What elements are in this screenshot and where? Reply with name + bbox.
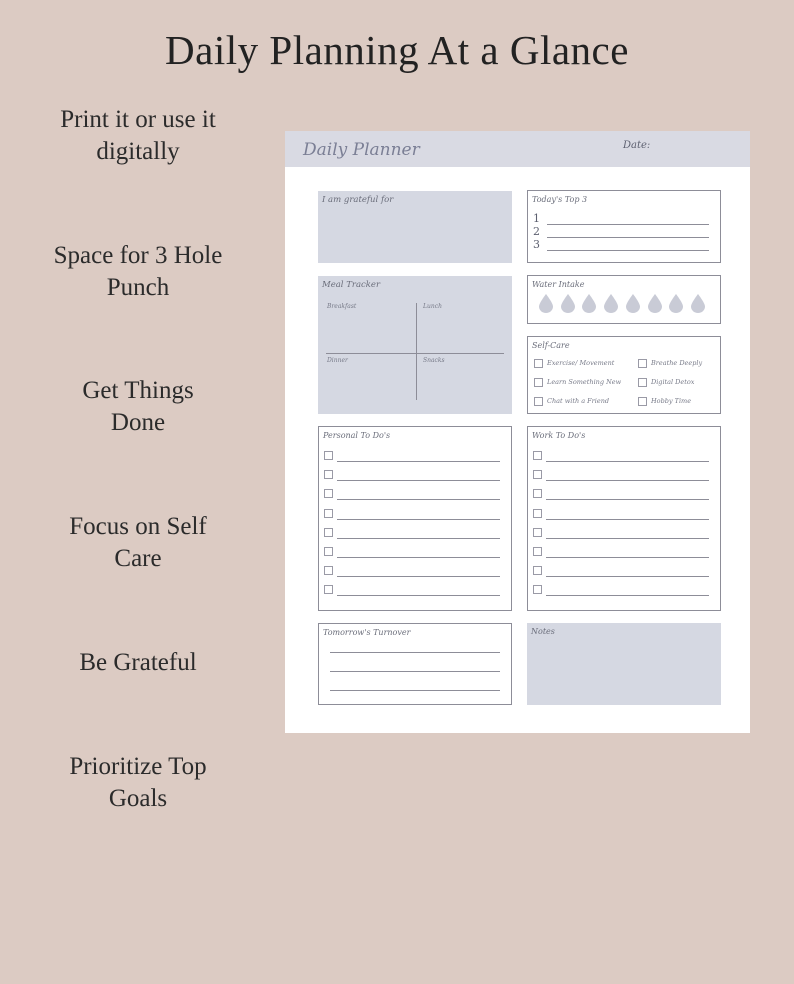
personal-todo-checkbox[interactable]	[324, 509, 333, 518]
self-care-checkbox[interactable]	[534, 359, 543, 368]
work-todo-line	[546, 557, 709, 558]
self-care-box	[527, 336, 721, 414]
meal-divider-vertical	[416, 303, 417, 400]
work-todo-checkbox[interactable]	[533, 509, 542, 518]
work-todo-checkbox[interactable]	[533, 547, 542, 556]
feature-top-goals	[20, 751, 256, 815]
water-drop-icon[interactable]	[539, 294, 553, 313]
turnover-line	[330, 690, 500, 691]
grateful-label: I am grateful for	[322, 195, 394, 205]
feature-get-things-done	[20, 375, 256, 439]
work-todo-box	[527, 426, 721, 611]
work-todo-line	[546, 499, 709, 500]
self-care-checkbox[interactable]	[534, 397, 543, 406]
personal-todo-checkbox[interactable]	[324, 451, 333, 460]
self-care-checkbox[interactable]	[638, 397, 647, 406]
feature-line: Get Things	[82, 377, 194, 404]
turnover-box	[318, 623, 512, 705]
top3-line	[547, 250, 709, 251]
grateful-box	[318, 191, 512, 263]
work-todo-checkbox[interactable]	[533, 451, 542, 460]
self-care-item: Hobby Time	[651, 397, 692, 405]
feature-line: Goals	[108, 785, 168, 812]
work-todo-label: Work To Do's	[532, 431, 586, 440]
water-drop-icon[interactable]	[604, 294, 618, 313]
page-title: Daily Planning At a Glance	[165, 27, 629, 73]
feature-grateful	[20, 647, 256, 679]
dinner-label: Dinner	[327, 357, 348, 364]
water-drop-icon[interactable]	[582, 294, 596, 313]
personal-todo-checkbox[interactable]	[324, 566, 333, 575]
self-care-item: Digital Detox	[651, 378, 695, 386]
feature-print	[20, 104, 256, 168]
top3-number: 1	[533, 212, 540, 225]
personal-todo-label: Personal To Do's	[323, 431, 391, 440]
feature-hole-punch	[20, 240, 256, 304]
water-drop-icon[interactable]	[561, 294, 575, 313]
personal-todo-box	[318, 426, 512, 611]
date-label: Date:	[623, 140, 651, 151]
feature-self-care	[20, 511, 256, 575]
feature-line: Done	[110, 409, 166, 436]
snacks-label: Snacks	[423, 357, 445, 364]
work-todo-line	[546, 595, 709, 596]
planner-sheet	[285, 131, 750, 733]
personal-todo-line	[337, 576, 500, 577]
top3-number: 2	[533, 225, 540, 238]
personal-todo-checkbox[interactable]	[324, 489, 333, 498]
feature-line: digitally	[96, 138, 180, 165]
feature-line: Space for 3 Hole	[53, 242, 223, 269]
personal-todo-checkbox[interactable]	[324, 547, 333, 556]
self-care-item: Breathe Deeply	[651, 359, 703, 367]
personal-todo-line	[337, 538, 500, 539]
personal-todo-line	[337, 499, 500, 500]
work-todo-line	[546, 480, 709, 481]
work-todo-checkbox[interactable]	[533, 489, 542, 498]
water-drop-icon[interactable]	[669, 294, 683, 313]
self-care-item: Chat with a Friend	[547, 397, 610, 405]
top3-line	[547, 224, 709, 225]
feature-line: Care	[114, 545, 162, 572]
top3-number: 3	[533, 238, 540, 251]
feature-line: Be Grateful	[79, 649, 197, 676]
personal-todo-line	[337, 557, 500, 558]
self-care-checkbox[interactable]	[534, 378, 543, 387]
personal-todo-line	[337, 595, 500, 596]
turnover-line	[330, 671, 500, 672]
personal-todo-line	[337, 519, 500, 520]
meal-tracker-label: Meal Tracker	[322, 280, 381, 290]
personal-todo-checkbox[interactable]	[324, 470, 333, 479]
personal-todo-line	[337, 480, 500, 481]
planner-title: Daily Planner	[303, 140, 420, 160]
self-care-label: Self-Care	[532, 341, 570, 350]
feature-line: Focus on Self	[69, 513, 207, 540]
self-care-item: Learn Something New	[547, 378, 622, 386]
turnover-label: Tomorrow's Turnover	[323, 628, 411, 637]
notes-label: Notes	[531, 627, 555, 636]
self-care-item: Exercise/ Movement	[547, 359, 615, 367]
planner-header	[285, 131, 750, 167]
water-drop-icon[interactable]	[691, 294, 705, 313]
lunch-label: Lunch	[423, 303, 442, 310]
turnover-line	[330, 652, 500, 653]
feature-line: Prioritize Top	[69, 753, 207, 780]
water-intake-label: Water Intake	[532, 280, 585, 289]
top3-box	[527, 190, 721, 263]
top3-label: Today's Top 3	[532, 195, 588, 204]
personal-todo-checkbox[interactable]	[324, 585, 333, 594]
work-todo-line	[546, 519, 709, 520]
notes-box	[527, 623, 721, 705]
breakfast-label: Breakfast	[327, 303, 357, 310]
work-todo-line	[546, 461, 709, 462]
personal-todo-line	[337, 461, 500, 462]
self-care-checkbox[interactable]	[638, 378, 647, 387]
work-todo-line	[546, 576, 709, 577]
work-todo-checkbox[interactable]	[533, 528, 542, 537]
self-care-checkbox[interactable]	[638, 359, 647, 368]
work-todo-line	[546, 538, 709, 539]
personal-todo-checkbox[interactable]	[324, 528, 333, 537]
meal-divider-horizontal	[326, 353, 504, 354]
water-drop-icon[interactable]	[626, 294, 640, 313]
feature-line: Punch	[106, 274, 170, 301]
top3-line	[547, 237, 709, 238]
work-todo-checkbox[interactable]	[533, 566, 542, 575]
water-drop-icon[interactable]	[648, 294, 662, 313]
work-todo-checkbox[interactable]	[533, 585, 542, 594]
meal-tracker-box	[318, 276, 512, 414]
feature-line: Print it or use it	[60, 106, 216, 133]
water-intake-box	[527, 275, 721, 324]
work-todo-checkbox[interactable]	[533, 470, 542, 479]
